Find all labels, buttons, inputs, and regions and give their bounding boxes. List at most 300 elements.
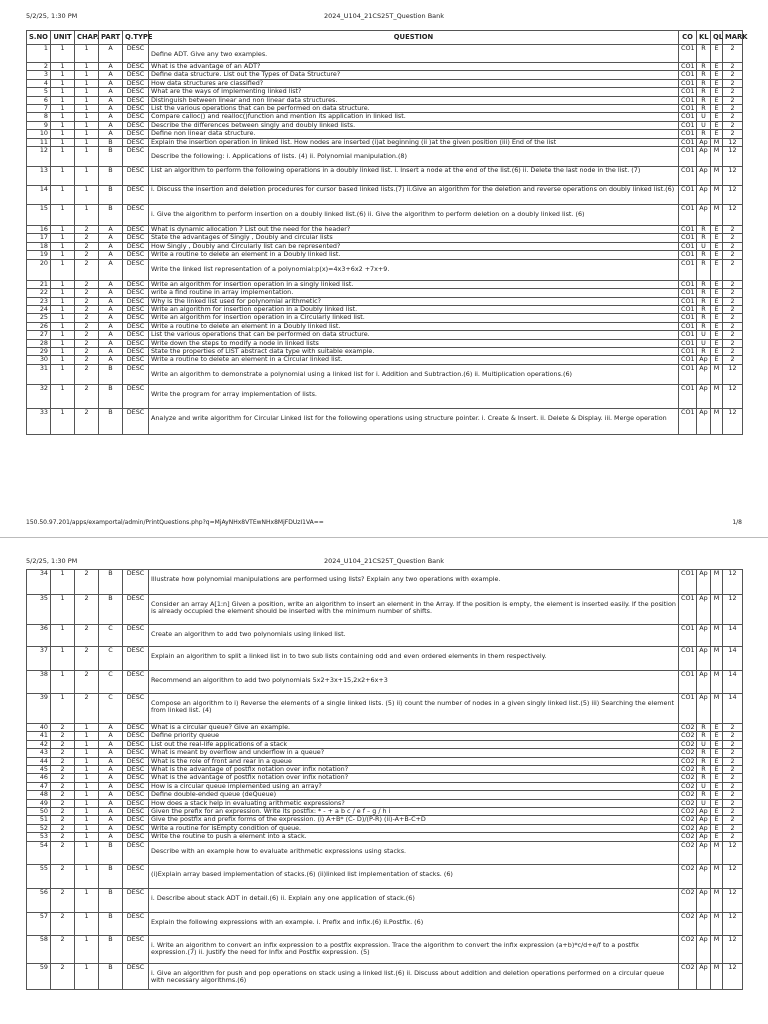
cell-kl: R bbox=[697, 105, 711, 113]
cell-co: CO2 bbox=[679, 864, 697, 888]
cell-question: Distinguish between linear and non linear data structures. bbox=[149, 96, 679, 104]
cell-co: CO1 bbox=[679, 105, 697, 113]
cell-question: List out the real-life applications of a stack bbox=[149, 740, 679, 748]
cell-sno: 8 bbox=[27, 113, 51, 121]
cell-qtype: DESC bbox=[123, 121, 149, 129]
cell-kl: Ap bbox=[697, 570, 711, 595]
cell-question: What is the role of front and rear in a queue bbox=[149, 757, 679, 765]
cell-ql: E bbox=[711, 740, 723, 748]
cell-mark: 2 bbox=[723, 251, 743, 259]
cell-unit: 1 bbox=[51, 45, 75, 63]
cell-chapter: 1 bbox=[75, 205, 99, 226]
cell-unit: 2 bbox=[51, 833, 75, 841]
cell-sno: 28 bbox=[27, 339, 51, 347]
cell-sno: 7 bbox=[27, 105, 51, 113]
cell-sno: 14 bbox=[27, 186, 51, 205]
cell-mark: 2 bbox=[723, 799, 743, 807]
cell-mark: 2 bbox=[723, 88, 743, 96]
cell-part: C bbox=[99, 625, 123, 647]
cell-mark: 2 bbox=[723, 280, 743, 288]
cell-question: Write the routine to push a element into a stack. bbox=[149, 833, 679, 841]
cell-qtype: DESC bbox=[123, 808, 149, 816]
cell-part: A bbox=[99, 331, 123, 339]
cell-unit: 1 bbox=[51, 113, 75, 121]
cell-part: A bbox=[99, 63, 123, 71]
table-row bbox=[27, 289, 743, 297]
cell-question: Define double-ended queue (deQueue) bbox=[149, 791, 679, 799]
cell-sno: 51 bbox=[27, 816, 51, 824]
cell-mark: 12 bbox=[723, 408, 743, 434]
cell-kl: Ap bbox=[697, 816, 711, 824]
cell-sno: 57 bbox=[27, 912, 51, 935]
cell-question: Compare calloc() and realloc()function and mention its application in linked list. bbox=[149, 113, 679, 121]
cell-question: Write a routine for IsEmpty condition of queue. bbox=[149, 824, 679, 832]
cell-part: B bbox=[99, 963, 123, 989]
cell-sno: 4 bbox=[27, 79, 51, 87]
cell-part: A bbox=[99, 71, 123, 79]
cell-co: CO1 bbox=[679, 314, 697, 322]
cell-question: What is dynamic allocation ? List out the need for the header? bbox=[149, 226, 679, 234]
cell-mark: 2 bbox=[723, 105, 743, 113]
cell-co: CO2 bbox=[679, 732, 697, 740]
cell-kl: Ap bbox=[697, 186, 711, 205]
cell-co: CO2 bbox=[679, 888, 697, 912]
cell-co: CO1 bbox=[679, 63, 697, 71]
cell-qtype: DESC bbox=[123, 331, 149, 339]
cell-kl: R bbox=[697, 305, 711, 313]
cell-mark: 2 bbox=[723, 808, 743, 816]
cell-co: CO1 bbox=[679, 347, 697, 355]
cell-question: Define data structure. List out the Types of Data Structure? bbox=[149, 71, 679, 79]
cell-question: Write a routine to delete an element in a Circular linked list. bbox=[149, 356, 679, 364]
cell-mark: 14 bbox=[723, 694, 743, 724]
cell-question: Write an algorithm for insertion operation in a Circularly linked list. bbox=[149, 314, 679, 322]
cell-chapter: 1 bbox=[75, 935, 99, 963]
cell-sno: 44 bbox=[27, 757, 51, 765]
cell-co: CO1 bbox=[679, 45, 697, 63]
cell-part: A bbox=[99, 824, 123, 832]
cell-unit: 1 bbox=[51, 71, 75, 79]
cell-ql: E bbox=[711, 96, 723, 104]
cell-unit: 1 bbox=[51, 339, 75, 347]
cell-qtype: DESC bbox=[123, 774, 149, 782]
cell-chapter: 1 bbox=[75, 808, 99, 816]
cell-qtype: DESC bbox=[123, 963, 149, 989]
column-header: CO bbox=[679, 31, 697, 45]
cell-ql: E bbox=[711, 331, 723, 339]
cell-co: CO1 bbox=[679, 167, 697, 186]
cell-co: CO2 bbox=[679, 824, 697, 832]
cell-question: State the advantages of Singly , Doubly and circular lists bbox=[149, 234, 679, 242]
cell-chapter: 1 bbox=[75, 766, 99, 774]
cell-question: write a find routine in array implementation. bbox=[149, 289, 679, 297]
cell-part: A bbox=[99, 816, 123, 824]
cell-chapter: 1 bbox=[75, 963, 99, 989]
cell-question: Define ADT. Give any two examples. bbox=[149, 45, 679, 63]
cell-part: B bbox=[99, 864, 123, 888]
cell-sno: 13 bbox=[27, 167, 51, 186]
cell-ql: E bbox=[711, 356, 723, 364]
document-title-2: 2024_U104_21CS25T_Question Bank bbox=[323, 557, 445, 565]
cell-kl: Ap bbox=[697, 833, 711, 841]
cell-co: CO1 bbox=[679, 251, 697, 259]
cell-question: How does a stack help in evaluating arithmetic expressions? bbox=[149, 799, 679, 807]
cell-qtype: DESC bbox=[123, 724, 149, 732]
cell-part: A bbox=[99, 280, 123, 288]
cell-unit: 1 bbox=[51, 121, 75, 129]
cell-chapter: 2 bbox=[75, 356, 99, 364]
cell-unit: 1 bbox=[51, 130, 75, 138]
cell-ql: E bbox=[711, 71, 723, 79]
cell-mark: 2 bbox=[723, 242, 743, 250]
cell-part: B bbox=[99, 167, 123, 186]
cell-sno: 53 bbox=[27, 833, 51, 841]
cell-unit: 2 bbox=[51, 774, 75, 782]
table-row bbox=[27, 625, 743, 647]
cell-ql: M bbox=[711, 595, 723, 625]
cell-mark: 12 bbox=[723, 595, 743, 625]
cell-kl: U bbox=[697, 121, 711, 129]
cell-chapter: 2 bbox=[75, 322, 99, 330]
cell-unit: 2 bbox=[51, 864, 75, 888]
cell-part: A bbox=[99, 297, 123, 305]
cell-ql: M bbox=[711, 647, 723, 671]
cell-sno: 9 bbox=[27, 121, 51, 129]
cell-sno: 12 bbox=[27, 147, 51, 167]
cell-kl: R bbox=[697, 234, 711, 242]
cell-ql: M bbox=[711, 205, 723, 226]
cell-chapter: 2 bbox=[75, 259, 99, 280]
cell-chapter: 1 bbox=[75, 864, 99, 888]
cell-sno: 1 bbox=[27, 45, 51, 63]
cell-kl: R bbox=[697, 251, 711, 259]
cell-co: CO1 bbox=[679, 130, 697, 138]
cell-kl: R bbox=[697, 130, 711, 138]
cell-chapter: 2 bbox=[75, 289, 99, 297]
table-row bbox=[27, 186, 743, 205]
cell-sno: 48 bbox=[27, 791, 51, 799]
cell-unit: 1 bbox=[51, 694, 75, 724]
cell-co: CO1 bbox=[679, 570, 697, 595]
cell-co: CO1 bbox=[679, 242, 697, 250]
cell-part: A bbox=[99, 96, 123, 104]
cell-ql: E bbox=[711, 63, 723, 71]
cell-part: A bbox=[99, 791, 123, 799]
cell-part: B bbox=[99, 912, 123, 935]
cell-co: CO1 bbox=[679, 186, 697, 205]
cell-mark: 2 bbox=[723, 96, 743, 104]
cell-part: A bbox=[99, 113, 123, 121]
cell-co: CO1 bbox=[679, 88, 697, 96]
cell-kl: Ap bbox=[697, 808, 711, 816]
cell-mark: 2 bbox=[723, 79, 743, 87]
cell-part: A bbox=[99, 79, 123, 87]
cell-kl: Ap bbox=[697, 694, 711, 724]
cell-kl: R bbox=[697, 259, 711, 280]
cell-qtype: DESC bbox=[123, 647, 149, 671]
cell-ql: E bbox=[711, 280, 723, 288]
cell-qtype: DESC bbox=[123, 322, 149, 330]
cell-part: A bbox=[99, 314, 123, 322]
cell-part: A bbox=[99, 242, 123, 250]
cell-qtype: DESC bbox=[123, 732, 149, 740]
cell-part: A bbox=[99, 732, 123, 740]
table-row bbox=[27, 314, 743, 322]
cell-qtype: DESC bbox=[123, 824, 149, 832]
cell-part: A bbox=[99, 234, 123, 242]
cell-kl: U bbox=[697, 799, 711, 807]
cell-qtype: DESC bbox=[123, 888, 149, 912]
table-row bbox=[27, 671, 743, 694]
cell-mark: 2 bbox=[723, 824, 743, 832]
column-header: PART bbox=[99, 31, 123, 45]
table-row bbox=[27, 833, 743, 841]
cell-sno: 37 bbox=[27, 647, 51, 671]
cell-kl: U bbox=[697, 242, 711, 250]
cell-chapter: 1 bbox=[75, 96, 99, 104]
cell-question: i. Give the algorithm to perform insertion on a doubly linked list.(6) ii. Give the algorithm to perform deletion on a doubly linked list. (6) bbox=[149, 205, 679, 226]
cell-kl: Ap bbox=[697, 147, 711, 167]
cell-chapter: 1 bbox=[75, 724, 99, 732]
cell-part: A bbox=[99, 833, 123, 841]
cell-ql: M bbox=[711, 841, 723, 864]
cell-co: CO2 bbox=[679, 841, 697, 864]
cell-kl: R bbox=[697, 280, 711, 288]
cell-kl: Ap bbox=[697, 595, 711, 625]
cell-ql: E bbox=[711, 297, 723, 305]
cell-ql: E bbox=[711, 121, 723, 129]
cell-mark: 2 bbox=[723, 130, 743, 138]
cell-ql: E bbox=[711, 289, 723, 297]
cell-ql: M bbox=[711, 408, 723, 434]
cell-qtype: DESC bbox=[123, 595, 149, 625]
cell-sno: 29 bbox=[27, 347, 51, 355]
cell-kl: U bbox=[697, 782, 711, 790]
cell-unit: 2 bbox=[51, 935, 75, 963]
cell-qtype: DESC bbox=[123, 186, 149, 205]
cell-qtype: DESC bbox=[123, 88, 149, 96]
cell-part: B bbox=[99, 186, 123, 205]
cell-unit: 1 bbox=[51, 570, 75, 595]
cell-ql: E bbox=[711, 105, 723, 113]
cell-ql: M bbox=[711, 167, 723, 186]
cell-question: State the properties of LIST abstract data type with suitable example. bbox=[149, 347, 679, 355]
cell-unit: 2 bbox=[51, 888, 75, 912]
cell-unit: 1 bbox=[51, 595, 75, 625]
cell-sno: 59 bbox=[27, 963, 51, 989]
cell-co: CO1 bbox=[679, 694, 697, 724]
cell-sno: 2 bbox=[27, 63, 51, 71]
cell-chapter: 1 bbox=[75, 740, 99, 748]
cell-mark: 2 bbox=[723, 356, 743, 364]
cell-chapter: 2 bbox=[75, 647, 99, 671]
column-header: KL bbox=[697, 31, 711, 45]
cell-chapter: 1 bbox=[75, 749, 99, 757]
cell-qtype: DESC bbox=[123, 63, 149, 71]
cell-mark: 2 bbox=[723, 774, 743, 782]
cell-chapter: 1 bbox=[75, 888, 99, 912]
cell-question: What are the ways of implementing linked list? bbox=[149, 88, 679, 96]
cell-sno: 21 bbox=[27, 280, 51, 288]
cell-part: A bbox=[99, 347, 123, 355]
cell-co: CO2 bbox=[679, 935, 697, 963]
cell-unit: 1 bbox=[51, 138, 75, 146]
cell-kl: Ap bbox=[697, 138, 711, 146]
cell-qtype: DESC bbox=[123, 408, 149, 434]
cell-ql: M bbox=[711, 364, 723, 384]
cell-unit: 1 bbox=[51, 234, 75, 242]
cell-question: Explain the following expressions with an example. i. Prefix and infix.(6) ii.Postfix. (6) bbox=[149, 912, 679, 935]
cell-unit: 1 bbox=[51, 356, 75, 364]
column-header: MARK bbox=[723, 31, 743, 45]
cell-unit: 1 bbox=[51, 384, 75, 408]
cell-ql: M bbox=[711, 935, 723, 963]
table-row bbox=[27, 88, 743, 96]
cell-sno: 36 bbox=[27, 625, 51, 647]
cell-question: Write an algorithm to demonstrate a polynomial using a linked list for i. Addition and Subtraction.(6) ii. Multiplication operations.(6) bbox=[149, 364, 679, 384]
cell-ql: E bbox=[711, 791, 723, 799]
page-url[interactable]: 150.50.97.201/apps/examportal/admin/PrintQuestions.php?q=MjAyNHx8VTEwNHx8MjFDUzI1VA== bbox=[26, 519, 324, 526]
cell-qtype: DESC bbox=[123, 799, 149, 807]
cell-ql: E bbox=[711, 724, 723, 732]
cell-chapter: 1 bbox=[75, 63, 99, 71]
cell-mark: 2 bbox=[723, 226, 743, 234]
cell-co: CO1 bbox=[679, 280, 697, 288]
cell-sno: 32 bbox=[27, 384, 51, 408]
cell-kl: R bbox=[697, 791, 711, 799]
cell-unit: 2 bbox=[51, 799, 75, 807]
cell-chapter: 1 bbox=[75, 186, 99, 205]
cell-chapter: 2 bbox=[75, 331, 99, 339]
cell-co: CO2 bbox=[679, 816, 697, 824]
cell-unit: 2 bbox=[51, 782, 75, 790]
table-row bbox=[27, 364, 743, 384]
cell-sno: 52 bbox=[27, 824, 51, 832]
cell-question: Write the program for array implementation of lists. bbox=[149, 384, 679, 408]
cell-part: B bbox=[99, 570, 123, 595]
cell-part: A bbox=[99, 121, 123, 129]
cell-part: A bbox=[99, 766, 123, 774]
cell-ql: E bbox=[711, 130, 723, 138]
cell-part: B bbox=[99, 841, 123, 864]
cell-question: Describe the differences between singly and doubly linked lists. bbox=[149, 121, 679, 129]
cell-qtype: DESC bbox=[123, 339, 149, 347]
cell-question: i. Write an algorithm to convert an infix expression to a postfix expression. Trace the algorithm to convert the infix expression (a+b)*c/d+e/f to a postfix expression.(7) ii. Justify the need for Infix and Postfix expression. (5) bbox=[149, 935, 679, 963]
cell-question: Analyze and write algorithm for Circular Linked list for the following operations using structure pointer. i. Create & Insert. ii. Delete & Display. iii. Merge operation bbox=[149, 408, 679, 434]
cell-kl: R bbox=[697, 732, 711, 740]
cell-sno: 6 bbox=[27, 96, 51, 104]
cell-ql: M bbox=[711, 694, 723, 724]
cell-qtype: DESC bbox=[123, 259, 149, 280]
cell-question: Describe the following: i. Applications of lists. (4) ii. Polynomial manipulation.(8) bbox=[149, 147, 679, 167]
cell-chapter: 2 bbox=[75, 314, 99, 322]
cell-chapter: 1 bbox=[75, 105, 99, 113]
cell-part: A bbox=[99, 45, 123, 63]
cell-unit: 1 bbox=[51, 305, 75, 313]
cell-ql: E bbox=[711, 259, 723, 280]
table-row bbox=[27, 864, 743, 888]
question-bank-table bbox=[26, 30, 748, 435]
cell-part: A bbox=[99, 740, 123, 748]
cell-mark: 12 bbox=[723, 841, 743, 864]
cell-sno: 40 bbox=[27, 724, 51, 732]
cell-question: Define priority queue bbox=[149, 732, 679, 740]
cell-mark: 12 bbox=[723, 864, 743, 888]
cell-question: What is the advantage of postfix notation over infix notation? bbox=[149, 766, 679, 774]
column-header: QL bbox=[711, 31, 723, 45]
cell-qtype: DESC bbox=[123, 226, 149, 234]
cell-chapter: 1 bbox=[75, 45, 99, 63]
cell-qtype: DESC bbox=[123, 791, 149, 799]
cell-unit: 1 bbox=[51, 186, 75, 205]
cell-qtype: DESC bbox=[123, 138, 149, 146]
cell-sno: 18 bbox=[27, 242, 51, 250]
cell-sno: 55 bbox=[27, 864, 51, 888]
cell-chapter: 2 bbox=[75, 297, 99, 305]
cell-mark: 12 bbox=[723, 963, 743, 989]
cell-chapter: 1 bbox=[75, 79, 99, 87]
cell-chapter: 1 bbox=[75, 88, 99, 96]
cell-unit: 1 bbox=[51, 647, 75, 671]
cell-qtype: DESC bbox=[123, 280, 149, 288]
cell-chapter: 1 bbox=[75, 167, 99, 186]
cell-chapter: 2 bbox=[75, 408, 99, 434]
cell-qtype: DESC bbox=[123, 205, 149, 226]
cell-chapter: 2 bbox=[75, 226, 99, 234]
cell-unit: 2 bbox=[51, 841, 75, 864]
cell-chapter: 1 bbox=[75, 147, 99, 167]
cell-chapter: 2 bbox=[75, 694, 99, 724]
cell-sno: 47 bbox=[27, 782, 51, 790]
cell-unit: 1 bbox=[51, 322, 75, 330]
cell-part: A bbox=[99, 322, 123, 330]
cell-ql: E bbox=[711, 234, 723, 242]
print-timestamp: 5/2/25, 1:30 PM bbox=[26, 12, 78, 20]
cell-ql: M bbox=[711, 147, 723, 167]
cell-question: How is a circular queue implemented using an array? bbox=[149, 782, 679, 790]
cell-qtype: DESC bbox=[123, 105, 149, 113]
cell-unit: 2 bbox=[51, 740, 75, 748]
cell-qtype: DESC bbox=[123, 766, 149, 774]
cell-co: CO2 bbox=[679, 724, 697, 732]
cell-ql: E bbox=[711, 79, 723, 87]
cell-unit: 1 bbox=[51, 289, 75, 297]
cell-co: CO2 bbox=[679, 766, 697, 774]
cell-mark: 14 bbox=[723, 625, 743, 647]
cell-kl: Ap bbox=[697, 963, 711, 989]
cell-kl: R bbox=[697, 45, 711, 63]
cell-question: Write a routine to delete an element in a Doubly linked list. bbox=[149, 322, 679, 330]
cell-unit: 2 bbox=[51, 808, 75, 816]
cell-co: CO1 bbox=[679, 625, 697, 647]
cell-ql: E bbox=[711, 347, 723, 355]
cell-co: CO1 bbox=[679, 305, 697, 313]
cell-mark: 12 bbox=[723, 935, 743, 963]
table-row bbox=[27, 694, 743, 724]
cell-kl: R bbox=[697, 71, 711, 79]
cell-sno: 16 bbox=[27, 226, 51, 234]
cell-part: B bbox=[99, 595, 123, 625]
cell-sno: 3 bbox=[27, 71, 51, 79]
cell-sno: 25 bbox=[27, 314, 51, 322]
cell-co: CO2 bbox=[679, 749, 697, 757]
cell-sno: 10 bbox=[27, 130, 51, 138]
cell-kl: R bbox=[697, 226, 711, 234]
cell-unit: 1 bbox=[51, 364, 75, 384]
cell-mark: 2 bbox=[723, 724, 743, 732]
cell-part: A bbox=[99, 130, 123, 138]
cell-sno: 15 bbox=[27, 205, 51, 226]
